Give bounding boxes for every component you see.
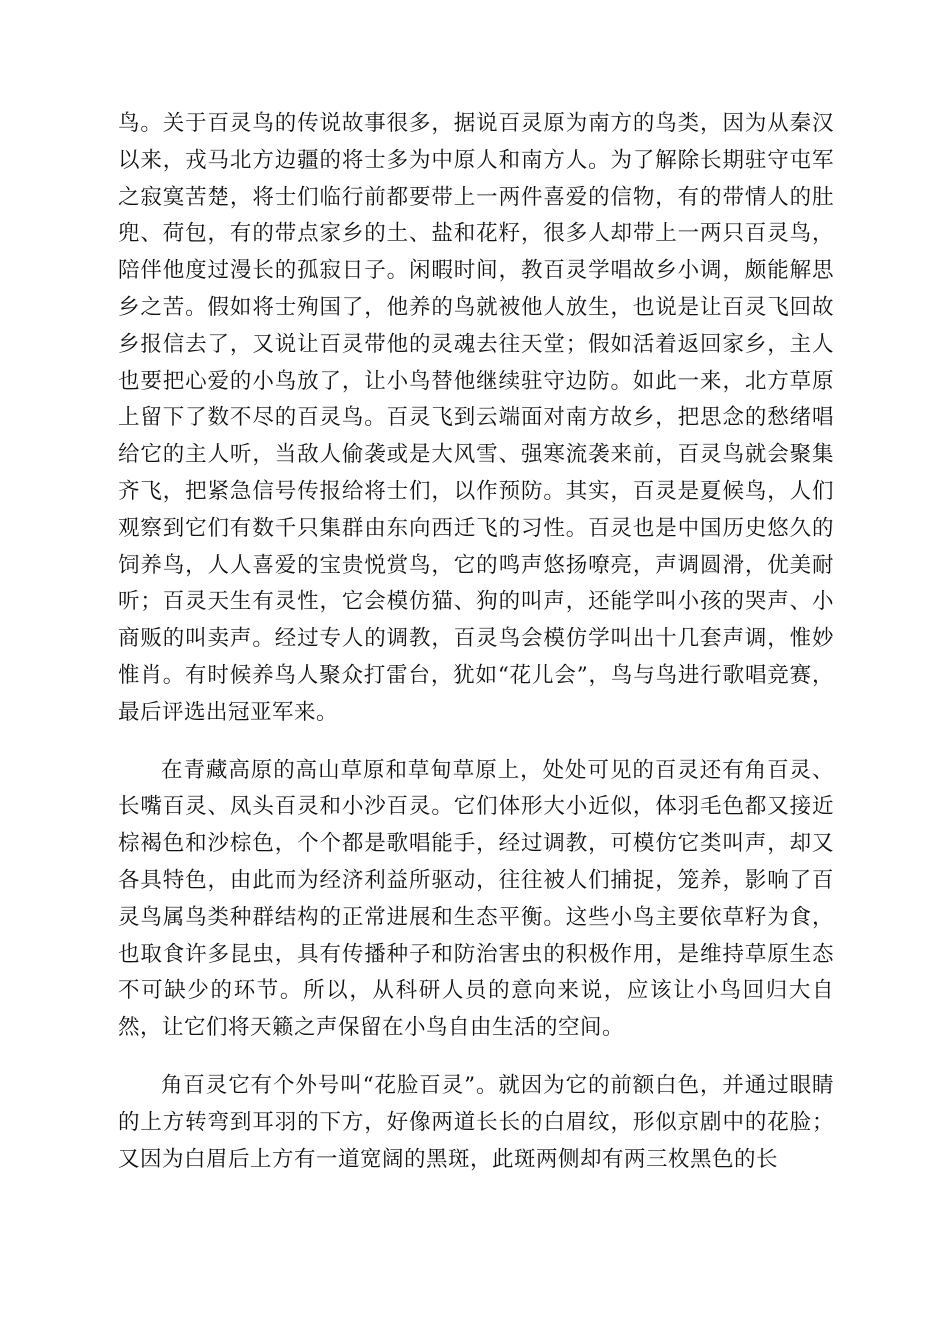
paragraph-2: 在青藏高原的高山草原和草甸草原上，处处可见的百灵还有角百灵、长嘴百灵、凤头百灵和小沙百灵。它们体形大小近似，体羽毛色都又接近棕褐色和沙棕色，个个都是歌唱能手，经过调教，可模仿它类叫声，却又各具特色，由此而为经济利益所驱动，往往被人们捕捉，笼养，影响了百灵鸟属鸟类种群结构的正常进展和生态平衡。这些小鸟主要依草籽为食，也取食许多昆虫，具有传播种子和防治害虫的积极作用，是维持草原生态不可缺少的环节。所以，从科研人员的意向来说，应该让小鸟回归大自然，让它们将天籁之声保留在小鸟自由生活的空间。 <box>118 757 834 1041</box>
paragraph-1: 鸟。关于百灵鸟的传说故事很多，据说百灵原为南方的鸟类，因为从秦汉以来，戎马北方边疆的将士多为中原人和南方人。为了解除长期驻守屯军之寂寞苦楚，将士们临行前都要带上一两件喜爱的信物，有的带情人的肚兜、荷包，有的带点家乡的土、盐和花籽，很多人却带上一两只百灵鸟，陪伴他度过漫长的孤寂日子。闲暇时间，教百灵学唱故乡小调，颇能解思乡之苦。假如将士殉国了，他养的鸟就被他人放生，也说是让百灵飞回故乡报信去了，又说让百灵带他的灵魂去往天堂；假如活着返回家乡，主人也要把心爱的小鸟放了，让小鸟替他继续驻守边防。如此一来，北方草原上留下了数不尽的百灵鸟。百灵飞到云端面对南方故乡，把思念的愁绪唱给它的主人听，当敌人偷袭或是大风雪、强寒流袭来前，百灵鸟就会聚集齐飞，把紧急信号传报给将士们，以作预防。其实，百灵是夏候鸟，人们观察到它们有数千只集群由东向西迁飞的习性。百灵也是中国历史悠久的饲养鸟，人人喜爱的宝贵悦赏鸟，它的鸣声悠扬嘹亮，声调圆滑，优美耐听；百灵天生有灵性，它会模仿猫、狗的叫声，还能学叫小孩的哭声、小商贩的叫卖声。经过专人的调教，百灵鸟会模仿学叫出十几套声调，惟妙惟肖。有时候养鸟人聚众打雷台，犹如“花儿会”，鸟与鸟进行歌唱竞赛，最后评选出冠亚军来。 <box>118 111 834 725</box>
paragraph-3: 角百灵它有个外号叫“花脸百灵”。就因为它的前额白色，并通过眼睛的上方转弯到耳羽的下方，好像两道长长的白眉纹，形似京剧中的花脸；又因为白眉后上方有一道宽阔的黑斑，此斑两侧却有两三枚黑色的长 <box>118 1072 834 1172</box>
document-page <box>118 106 834 1178</box>
